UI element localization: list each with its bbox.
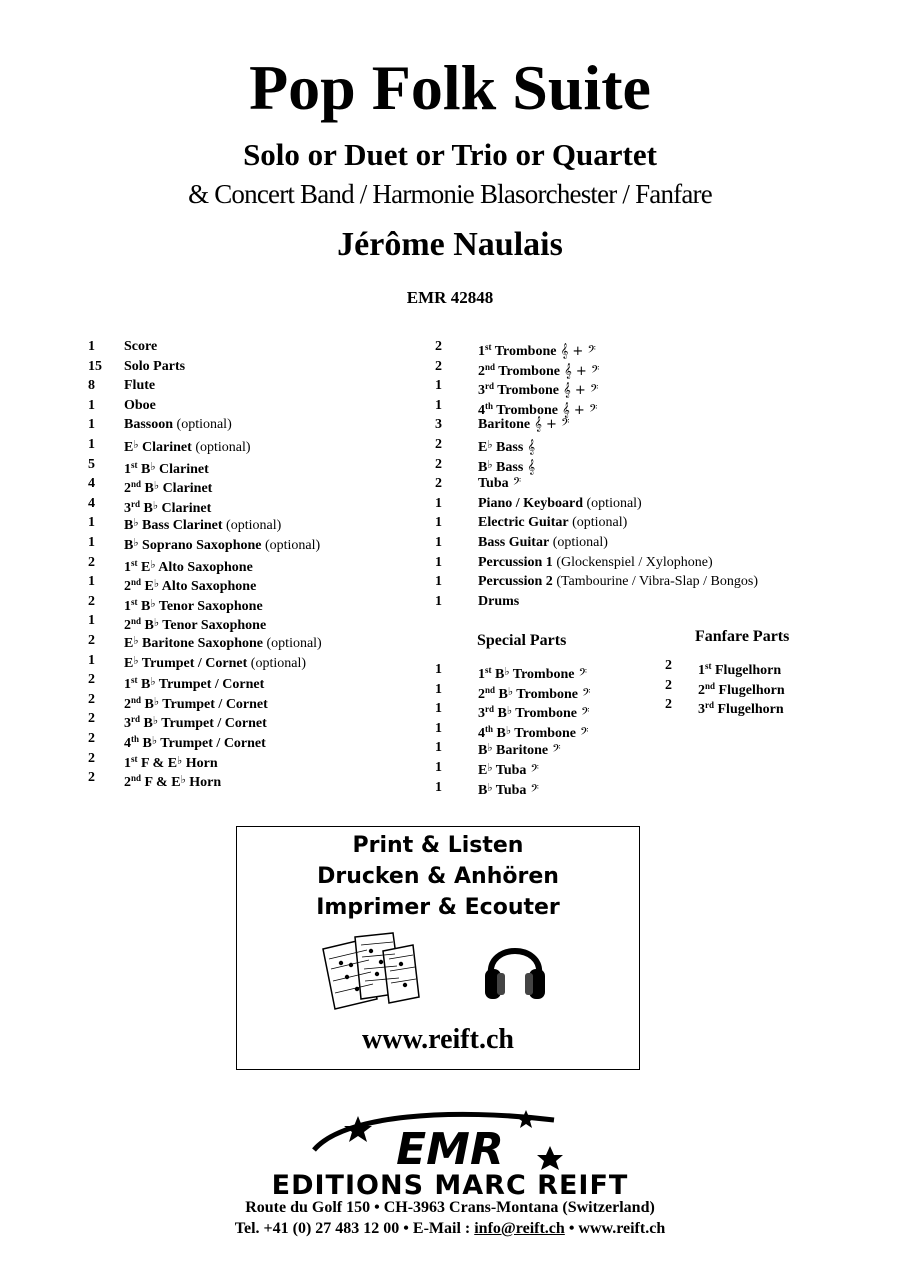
part-name-piano-keyboard: Piano / Keyboard (optional) bbox=[478, 495, 642, 511]
clef-icon: 𝄞 + 𝄢 bbox=[557, 402, 598, 418]
part-note: (optional) bbox=[222, 518, 282, 534]
title: Pop Folk Suite bbox=[249, 52, 651, 123]
part-quantity: 1 bbox=[435, 378, 442, 394]
clef-icon: 𝄞 + 𝄢 bbox=[558, 383, 599, 399]
part-quantity: 1 bbox=[435, 681, 442, 697]
part-quantity: 2 bbox=[435, 339, 442, 354]
part-note: (optional) bbox=[263, 636, 322, 651]
part-name-4th-trombone: 4th Trombone 𝄞 + 𝄢 bbox=[478, 400, 598, 418]
part-name-solo-parts: Solo Parts bbox=[124, 358, 186, 374]
catalog-number: EMR 42848 bbox=[406, 288, 494, 307]
part-name-bass-guitar: Bass Guitar (optional) bbox=[478, 535, 608, 550]
part-quantity: 1 bbox=[435, 574, 442, 590]
part-quantity: 2 bbox=[88, 672, 95, 688]
part-quantity: 2 bbox=[88, 711, 95, 727]
promo-line-1: Print & Listen bbox=[352, 833, 524, 858]
part-name-4th-b-trombone: 4th B♭ Trombone 𝄢 bbox=[478, 723, 589, 741]
part-name-2nd-e-alto-saxophone: 2nd E♭ Alto Saxophone bbox=[124, 577, 257, 595]
part-quantity: 1 bbox=[88, 417, 95, 433]
part-name-1st-f-e-horn: 1st F & E♭ Horn bbox=[124, 753, 218, 771]
logo-text: EMR bbox=[396, 1124, 504, 1175]
part-name-1st-flugelhorn: 1st Flugelhorn bbox=[698, 661, 782, 678]
fanfare-parts-heading: Fanfare Parts bbox=[695, 628, 790, 645]
part-quantity: 2 bbox=[435, 456, 442, 472]
part-name-3rd-b-trombone: 3rd B♭ Trombone 𝄢 bbox=[478, 704, 590, 722]
part-name-electric-guitar: Electric Guitar (optional) bbox=[478, 515, 628, 531]
part-name-baritone: Baritone 𝄞 + 𝄢 bbox=[478, 417, 570, 433]
part-name-1st-b-trumpet-cornet: 1st B♭ Trumpet / Cornet bbox=[124, 675, 265, 693]
part-quantity: 2 bbox=[88, 593, 95, 609]
part-quantity: 1 bbox=[88, 397, 95, 413]
part-name-b-tuba: B♭ Tuba 𝄢 bbox=[478, 781, 539, 798]
composer: Jérôme Naulais bbox=[337, 226, 563, 263]
part-name-1st-b-trombone: 1st B♭ Trombone 𝄢 bbox=[478, 665, 588, 682]
part-name-2nd-trombone: 2nd Trombone 𝄞 + 𝄢 bbox=[478, 361, 600, 379]
part-name-2nd-b-trombone: 2nd B♭ Trombone 𝄢 bbox=[478, 684, 591, 702]
part-name-e-bass: E♭ Bass 𝄞 bbox=[478, 439, 536, 455]
part-note: (optional) bbox=[261, 538, 321, 553]
part-quantity: 1 bbox=[88, 574, 95, 590]
part-quantity: 1 bbox=[88, 535, 95, 550]
part-quantity: 5 bbox=[88, 456, 95, 472]
part-quantity: 15 bbox=[88, 358, 102, 374]
part-quantity: 1 bbox=[435, 554, 442, 570]
part-name-2nd-b-trumpet-cornet: 2nd B♭ Trumpet / Cornet bbox=[124, 694, 268, 712]
part-quantity: 1 bbox=[435, 495, 442, 511]
part-quantity: 1 bbox=[435, 535, 442, 550]
clef-icon: 𝄞 + 𝄢 bbox=[556, 344, 596, 359]
part-name-2nd-f-e-horn: 2nd F & E♭ Horn bbox=[124, 773, 222, 791]
part-note: (optional) bbox=[191, 440, 251, 455]
part-name-3rd-b-clarinet: 3rd B♭ Clarinet bbox=[124, 498, 212, 516]
clef-icon: 𝄢 bbox=[548, 743, 561, 759]
part-note: (optional) bbox=[568, 515, 628, 531]
part-quantity: 2 bbox=[435, 476, 442, 492]
part-name-drums: Drums bbox=[478, 593, 520, 609]
publisher-name: EDITIONS MARC REIFT bbox=[271, 1170, 629, 1201]
part-quantity: 2 bbox=[435, 358, 442, 374]
clef-icon: 𝄞 + 𝄢 bbox=[530, 417, 570, 433]
part-name-e-trumpet-cornet: E♭ Trumpet / Cornet (optional) bbox=[124, 654, 307, 671]
clef-icon: 𝄞 + 𝄢 bbox=[559, 363, 600, 379]
part-name-bassoon: Bassoon (optional) bbox=[124, 417, 232, 433]
website-footer[interactable]: • www.reift.ch bbox=[564, 1220, 666, 1237]
clef-icon: 𝄢 bbox=[574, 667, 588, 682]
promo-line-3: Imprimer & Ecouter bbox=[316, 895, 560, 920]
part-quantity: 4 bbox=[88, 495, 95, 511]
part-note: (Tambourine / Vibra-Slap / Bongos) bbox=[552, 574, 758, 590]
part-name-2nd-b-clarinet: 2nd B♭ Clarinet bbox=[124, 479, 213, 497]
part-quantity: 1 bbox=[435, 760, 442, 775]
telephone: Tel. +41 (0) 27 483 12 00 • E-Mail : bbox=[234, 1220, 475, 1237]
part-name-percussion-2: Percussion 2 (Tambourine / Vibra-Slap / Bongos) bbox=[478, 574, 758, 590]
part-quantity: 2 bbox=[88, 633, 95, 648]
part-name-4th-b-trumpet-cornet: 4th B♭ Trumpet / Cornet bbox=[124, 734, 266, 751]
part-quantity: 8 bbox=[88, 378, 95, 394]
part-quantity: 1 bbox=[88, 339, 95, 354]
special-parts-heading: Special Parts bbox=[477, 632, 567, 649]
part-name-2nd-b-tenor-saxophone: 2nd B♭ Tenor Saxophone bbox=[124, 616, 267, 634]
part-quantity: 2 bbox=[88, 731, 95, 746]
clef-icon: 𝄢 bbox=[578, 686, 591, 702]
part-quantity: 2 bbox=[435, 437, 442, 452]
part-name-b-soprano-saxophone: B♭ Soprano Saxophone (optional) bbox=[124, 537, 321, 553]
part-quantity: 1 bbox=[435, 779, 442, 795]
part-quantity: 1 bbox=[435, 593, 442, 609]
clef-icon: 𝄢 bbox=[577, 706, 590, 722]
part-name-flute: Flute bbox=[124, 378, 156, 394]
part-name-2nd-flugelhorn: 2nd Flugelhorn bbox=[698, 680, 785, 698]
part-note: (optional) bbox=[549, 535, 608, 550]
part-name-e-clarinet: E♭ Clarinet (optional) bbox=[124, 439, 251, 455]
part-quantity: 1 bbox=[435, 701, 442, 717]
part-name-tuba: Tuba 𝄢 bbox=[478, 476, 522, 492]
clef-icon: 𝄢 bbox=[508, 476, 522, 492]
clef-icon: 𝄢 bbox=[526, 782, 539, 798]
part-quantity: 1 bbox=[88, 515, 95, 531]
part-note: (optional) bbox=[173, 417, 232, 433]
part-quantity: 2 bbox=[88, 750, 95, 766]
part-note: (optional) bbox=[583, 495, 642, 511]
instrumentation: & Concert Band / Harmonie Blasorchester / Fanfare bbox=[188, 179, 712, 209]
address: Route du Golf 150 • CH-3963 Crans-Montana (Switzerland) bbox=[245, 1199, 655, 1216]
clef-icon: 𝄢 bbox=[576, 725, 589, 741]
part-quantity: 1 bbox=[435, 397, 442, 413]
promo-line-2: Drucken & Anhören bbox=[317, 864, 559, 889]
part-quantity: 2 bbox=[665, 697, 672, 713]
part-name-score: Score bbox=[124, 339, 158, 354]
part-quantity: 1 bbox=[435, 515, 442, 531]
part-name-3rd-b-trumpet-cornet: 3rd B♭ Trumpet / Cornet bbox=[124, 714, 267, 732]
headphones-icon bbox=[483, 931, 547, 1005]
part-name-1st-b-tenor-saxophone: 1st B♭ Tenor Saxophone bbox=[124, 596, 263, 614]
part-quantity: 2 bbox=[665, 677, 672, 693]
part-name-1st-e-alto-saxophone: 1st E♭ Alto Saxophone bbox=[124, 557, 253, 575]
clef-icon: 𝄢 bbox=[526, 763, 539, 778]
part-name-e-baritone-saxophone: E♭ Baritone Saxophone (optional) bbox=[124, 635, 322, 651]
part-name-b-baritone: B♭ Baritone 𝄢 bbox=[478, 742, 561, 759]
part-quantity: 1 bbox=[88, 613, 95, 629]
part-quantity: 1 bbox=[435, 662, 442, 677]
part-name-3rd-flugelhorn: 3rd Flugelhorn bbox=[698, 700, 784, 718]
part-name-oboe: Oboe bbox=[124, 397, 156, 413]
part-name-1st-b-clarinet: 1st B♭ Clarinet bbox=[124, 459, 209, 477]
part-name-e-tuba: E♭ Tuba 𝄢 bbox=[478, 762, 539, 778]
sheet-music-icon bbox=[321, 927, 421, 1011]
part-quantity: 1 bbox=[88, 652, 95, 668]
part-name-percussion-1: Percussion 1 (Glockenspiel / Xylophone) bbox=[478, 554, 713, 570]
part-quantity: 2 bbox=[88, 691, 95, 707]
part-quantity: 1 bbox=[435, 740, 442, 756]
part-quantity: 1 bbox=[88, 437, 95, 452]
clef-icon: 𝄞 bbox=[523, 440, 536, 455]
part-quantity: 2 bbox=[665, 658, 672, 673]
print-listen-box bbox=[236, 826, 640, 1070]
part-quantity: 4 bbox=[88, 476, 95, 492]
email-link[interactable]: info@reift.ch bbox=[474, 1220, 565, 1237]
part-name-1st-trombone: 1st Trombone 𝄞 + 𝄢 bbox=[478, 342, 596, 359]
part-quantity: 2 bbox=[88, 770, 95, 786]
part-quantity: 2 bbox=[88, 554, 95, 570]
website-url[interactable]: www.reift.ch bbox=[362, 1024, 514, 1055]
part-name-3rd-trombone: 3rd Trombone 𝄞 + 𝄢 bbox=[478, 381, 599, 399]
part-name-b-bass: B♭ Bass 𝄞 bbox=[478, 458, 536, 475]
part-note: (optional) bbox=[247, 655, 307, 671]
subtitle: Solo or Duet or Trio or Quartet bbox=[243, 137, 657, 172]
part-quantity: 1 bbox=[435, 720, 442, 736]
contact-line bbox=[0, 1219, 900, 1239]
part-quantity: 3 bbox=[435, 417, 442, 433]
part-name-b-bass-clarinet: B♭ Bass Clarinet (optional) bbox=[124, 517, 282, 534]
part-note: (Glockenspiel / Xylophone) bbox=[552, 554, 713, 570]
clef-icon: 𝄞 bbox=[523, 459, 536, 475]
